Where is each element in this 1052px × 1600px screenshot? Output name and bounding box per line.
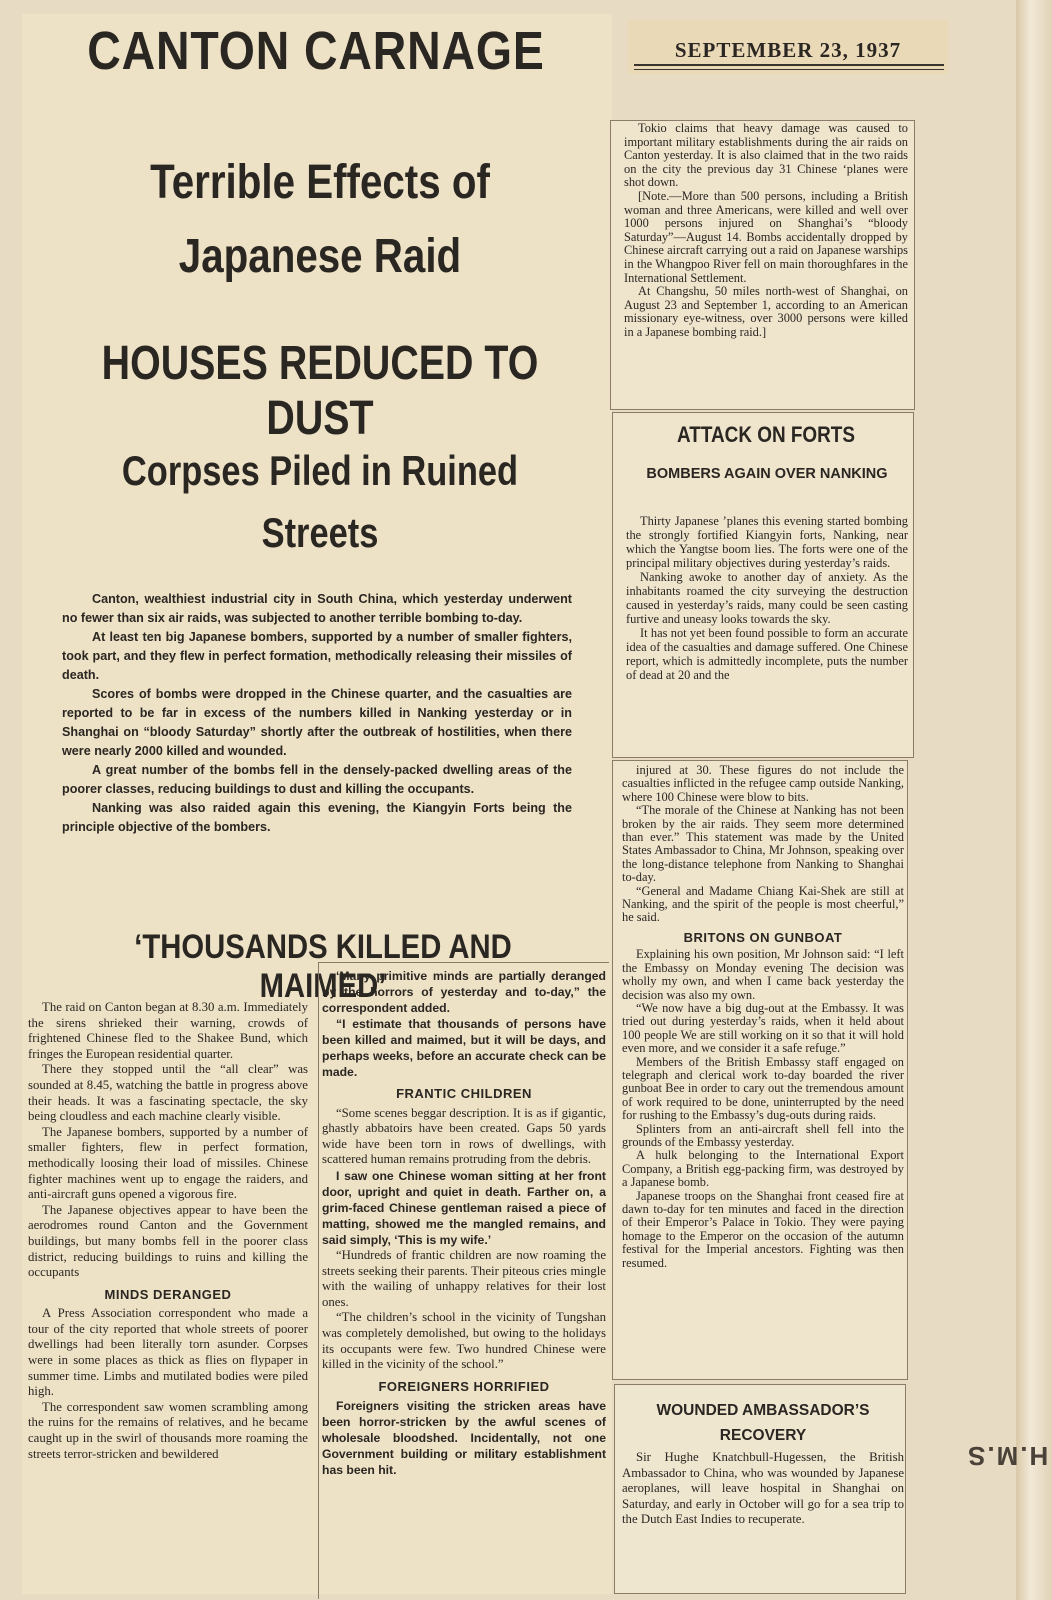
article-paragraph: It has not yet been found possible to form an accurate idea of the casualties and damage suffered. One Chinese report, which is admittedly incomplete, puts the number of dead at 20 and the	[626, 626, 908, 682]
date-rule	[634, 64, 944, 66]
book-spine	[965, 0, 1052, 1600]
article-paragraph: Sir Hughe Knatchbull-Hugessen, the British Ambassador to China, who was wounded by Japanese aeroplanes, will leave hospital in Shanghai on Saturday, and early in October will go for a sea trip to the Dutch East Indies to recuperate.	[622, 1450, 904, 1527]
article-paragraph: “The morale of the Chinese at Nanking has not been broken by the air raids. They seem more determined than ever.” This statement was made by the United States Ambassador to China, Mr Johnson, speaking over the long-distance telephone from Nanking to Shanghai to-day.	[622, 803, 904, 885]
article-paragraph: Japanese troops on the Shanghai front ceased fire at dawn to-day for ten minutes and faced in the direction of their Emperor’s Palace in Tokio. They were paying homage to the Emperor on the occasion of the autumn festival for the Imperial ancestors. Fighting was then resumed.	[622, 1188, 904, 1270]
article-paragraph: A hulk belonging to the International Export Company, a British egg-packing firm, was destroyed by a Japanese bomb.	[622, 1148, 904, 1190]
spine-text: H.M.S	[965, 1441, 1048, 1471]
article-paragraph: The correspondent saw women scrambling among the ruins for the remains of relatives, and he became caught up in the swirl of thousands more roaming the streets terror-stricken and bewildered	[28, 1399, 308, 1461]
headline-thousands-killed: ‘THOUSANDS KILLED AND MAIMED’	[134, 928, 512, 1005]
lead-paragraph: Scores of bombs were dropped in the Chinese quarter, and the casualties are reported to be far in excess of the numbers killed in Nanking yesterday or in Shanghai on “bloody Saturday” shortly after the outbreak of hostilities, when there were nearly 2000 killed and wounded.	[62, 687, 572, 758]
article-paragraph: There they stopped until the “all clear” was sounded at 8.45, watching the battle in progress above their heads. It was a fascinating spectacle, the sky being cloudless and each machine clearly visible.	[28, 1062, 308, 1124]
article-paragraph: “General and Madame Chiang Kai-Shek are still at Nanking, and the spirit of the people is most cheerful,” he said.	[622, 883, 904, 925]
masthead: CANTON CARNAGE	[87, 21, 545, 81]
article-paragraph: “I estimate that thousands of persons have been killed and maimed, but it will be days, and perhaps weeks, before an accurate check can be made.	[322, 1017, 606, 1079]
article-paragraph: The raid on Canton began at 8.30 a.m. Immediately the sirens shrieked their warning, crowds of frightened Chinese fled to the Shakee Bund, which fringes the European residential quarter.	[28, 1000, 308, 1061]
article-paragraph: Thirty Japanese ’planes this evening started bombing the strongly fortified Kiangyin forts, Nanking, near which the Yangtse boom lies. The forts were one of the principal military objectives during yesterday’s raids.	[626, 514, 908, 570]
article-paragraph: injured at 30. These figures do not include the casualties inflicted in the refugee camp outside Nanking, where 100 Chinese were blow to bits.	[622, 763, 904, 804]
headline-attack-on-forts: ATTACK ON FORTS	[677, 422, 855, 447]
article-paragraph: [Note.—More than 500 persons, including a British woman and three Americans, were killed and well over 1000 persons injured on Shanghai’s “bloody Saturday”—August 14. Bombs accidentally dropped by Chinese aircraft carrying out a raid on Japanese warships in the Whangpoo River fell on main thoroughfares in the International Settlement.	[624, 188, 908, 285]
left-column	[28, 1000, 308, 1462]
article-paragraph: “Hundreds of frantic children are now roaming the streets seeking their parents. Their piteous cries mingle with the wailing of unhappy relatives for their lost ones.	[322, 1247, 606, 1309]
right-column-top	[624, 122, 908, 340]
headline-corpses-piled: Corpses Piled in Ruined Streets	[121, 447, 519, 556]
subhead-bombers-nanking: BOMBERS AGAIN OVER NANKING	[646, 466, 888, 482]
headline-houses-reduced: HOUSES REDUCED TO DUST	[101, 337, 539, 445]
article-paragraph: “We now have a big dug-out at the Embassy. It was tried out during yesterday’s raids, when it held about 100 people We are still working on it so that it will hold even more, and we consider it a safe refuge.”	[622, 1000, 904, 1056]
headline-terrible-effects: Terrible Effects of Japanese Raid	[150, 156, 490, 283]
lead-paragraph: At least ten big Japanese bombers, supported by a number of smaller fighters, took part, and they flew in perfect formation, methodically releasing their missiles of death.	[62, 630, 572, 682]
ambassador-column	[622, 1450, 904, 1528]
article-paragraph: Tokio claims that heavy damage was caused to important military establishments during the air raids on Canton yesterday. It is also claimed that in the two raids on the city the previous day 31 Chinese ‘planes were shot down.	[624, 121, 908, 190]
article-paragraph: The Japanese bombers, supported by a number of smaller fighters, flew in perfect formation, methodically loosing their load of missiles. Chinese fighter machines went up to engage the raiders, and anti-aircraft guns opened a vigorous fire.	[28, 1124, 308, 1202]
date-line: SEPTEMBER 23, 1937	[674, 38, 902, 62]
article-paragraph: Explaining his own position, Mr Johnson said: “I left the Embassy on Monday evening The decision was wholly my own, and when I came back yesterday the decision was also my own.	[622, 947, 904, 1002]
headline-wounded-ambassador: WOUNDED AMBASSADOR’S RECOVERY	[656, 1402, 870, 1444]
subhead-britons-on-gunboat: BRITONS ON GUNBOAT	[683, 929, 843, 945]
article-paragraph: Splinters from an anti-aircraft shell fell into the grounds of the Embassy yesterday.	[622, 1121, 904, 1149]
lead-paragraphs	[62, 590, 572, 837]
middle-column	[322, 968, 606, 1478]
lead-paragraph: Canton, wealthiest industrial city in South China, which yesterday underwent no fewer than six air raids, was subjected to another terrible bombing to-day.	[62, 592, 572, 625]
date-rule-thin	[634, 69, 944, 70]
article-paragraph: At Changshu, 50 miles north-west of Shanghai, on August 23 and September 1, according to an American missionary eye-witness, over 3000 persons were killed in a Japanese bombing raid.]	[624, 284, 908, 339]
article-paragraph: Members of the British Embassy staff engaged on telegraph and clerical work to-day boarded the river gunboat Bee in order to cary out the tremendous amount of work required to be done, uninterrupted by the need for rushing to the Embassy’s dug-outs during raids.	[622, 1054, 904, 1123]
article-paragraph: Foreigners visiting the stricken areas have been horror-stricken by the awful scenes of wholesale bloodshed. Incidentally, not one Government building or military establishment has been hit.	[322, 1399, 606, 1478]
article-paragraph: The Japanese objectives appear to have been the aerodromes round Canton and the Government buildings, but many bombs fell in the poorer class district, reducing buildings to ruins and killing the occupants	[28, 1202, 308, 1280]
article-paragraph: ‘Many primitive minds are partially deranged by the horrors of yesterday and to-day,” the correspondent added.	[322, 969, 606, 1015]
article-paragraph: I saw one Chinese woman sitting at her front door, upright and quiet in death. Farther on, a grim-faced Chinese gentleman raised a piece of matting, showed me the mangled remains, and said simply, ‘This is my wife.’	[322, 1168, 606, 1247]
article-paragraph: Nanking awoke to another day of anxiety. As the inhabitants roamed the city surveying the destruction caused in yesterday’s raids, many could be seen casting furtive and uneasy looks towards the sky.	[626, 570, 908, 626]
article-paragraph: “Some scenes beggar description. It is as if gigantic, ghastly abbatoirs have been created. Gaps 50 yards wide have been torn in rows of dwellings, with scattered human remains protruding from the debris.	[322, 1105, 606, 1167]
lead-paragraph: A great number of the bombs fell in the densely-packed dwelling areas of the poorer classes, reducing buildings to dust and killing the occupants.	[62, 763, 572, 796]
article-paragraph: A Press Association correspondent who made a tour of the city reported that whole streets of poorer dwellings had been literally torn asunder. Corpses were in some places as thick as flies on flypaper in summer time. Limbs and mutilated bodies were piled high.	[28, 1306, 308, 1399]
right-column-middle	[622, 764, 904, 1270]
attack-column	[626, 514, 908, 682]
subhead-frantic-children: FRANTIC CHILDREN	[396, 1086, 532, 1101]
subhead-minds-deranged: MINDS DERANGED	[104, 1286, 232, 1302]
subhead-foreigners-horrified: FOREIGNERS HORRIFIED	[378, 1378, 550, 1394]
article-paragraph: “The children’s school in the vicinity of Tungshan was completely demolished, but owing to the holidays its occupants were few. Two hundred Chinese were killed in the vicinity of the school.”	[322, 1310, 606, 1372]
lead-paragraph: Nanking was also raided again this evening, the Kiangyin Forts being the principle objective of the bombers.	[62, 801, 572, 834]
